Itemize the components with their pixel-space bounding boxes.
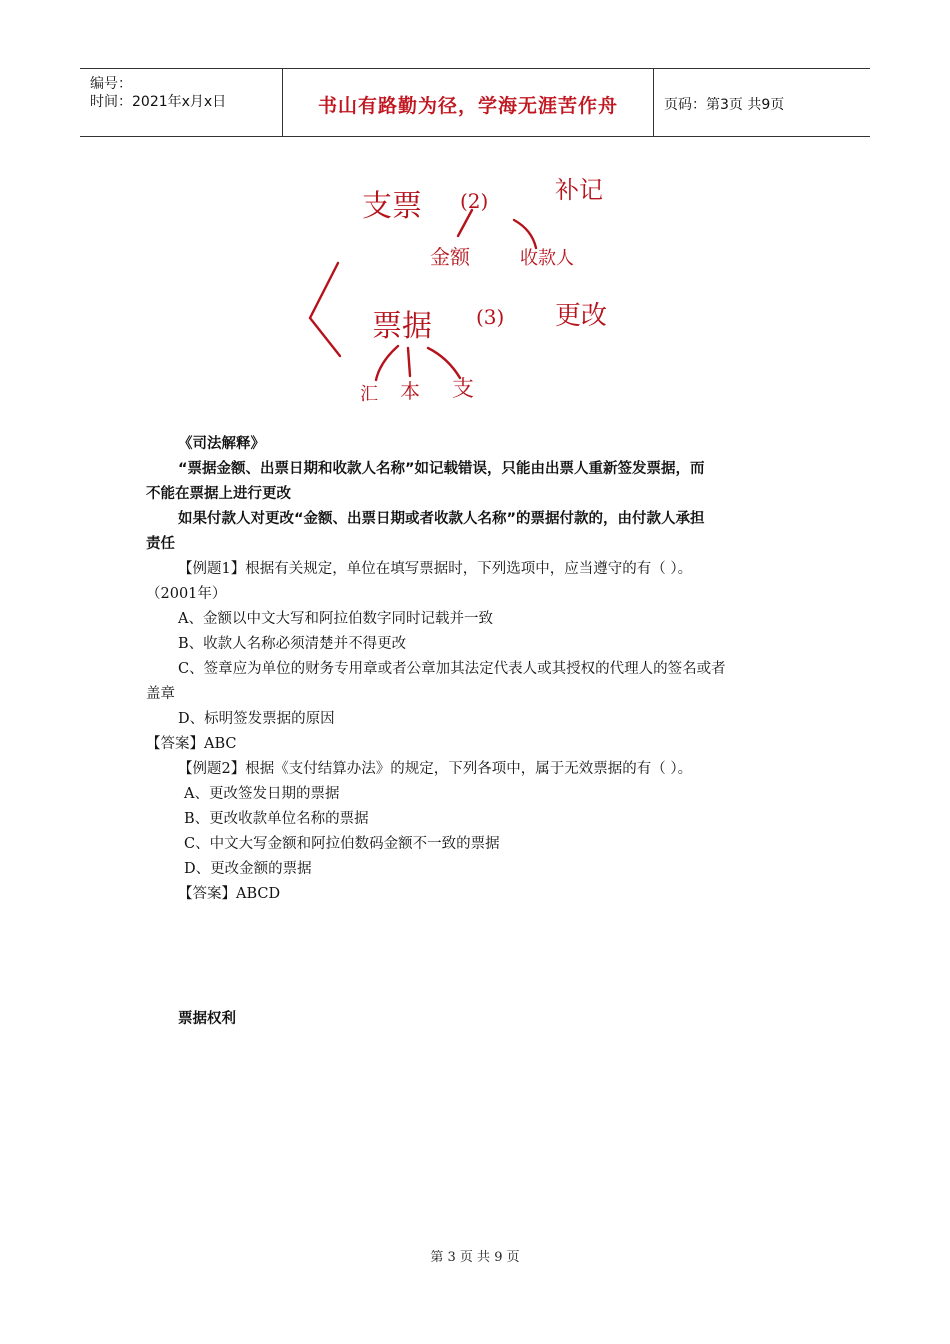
label-circle-3: (3) bbox=[476, 305, 505, 329]
rule1-line2: 不能在票据上进行更改 bbox=[146, 486, 291, 502]
blank-space bbox=[146, 907, 816, 1007]
leaf-line-mid bbox=[408, 348, 410, 376]
label-hui: 汇 bbox=[360, 384, 378, 405]
label-shoukuanren: 收款人 bbox=[520, 248, 574, 269]
example1-option-a: A、金额以中文大写和阿拉伯数字同时记载并一致 bbox=[178, 611, 493, 627]
time-label: 时间：2021年x月x日 bbox=[90, 94, 227, 110]
page-header bbox=[80, 68, 870, 137]
big-bracket-stroke bbox=[310, 263, 340, 356]
header-page-number: 页码：第3页 共9页 bbox=[664, 97, 785, 113]
serial-label: 编号： bbox=[90, 76, 132, 92]
label-ben: 本 bbox=[400, 379, 420, 403]
label-circle-2: (2) bbox=[460, 189, 489, 213]
label-jine: 金额 bbox=[430, 245, 470, 269]
example1-option-c-cont: 盖章 bbox=[146, 686, 175, 702]
label-zhipiao: 支票 bbox=[362, 189, 422, 224]
example2-option-d: D、更改金额的票据 bbox=[184, 861, 312, 877]
example1-answer: 【答案】ABC bbox=[146, 736, 237, 752]
handwritten-diagram bbox=[300, 168, 630, 408]
label-zhi: 支 bbox=[452, 377, 475, 402]
rule2-line1: 如果付款人对更改“金额、出票日期或者收款人名称”的票据付款的，由付款人承担 bbox=[178, 511, 705, 527]
rule1-line1: “票据金额、出票日期和收款人名称”如记载错误，只能由出票人重新签发票据，而 bbox=[178, 461, 705, 477]
example2-option-a: A、更改签发日期的票据 bbox=[184, 786, 340, 802]
label-piaoju: 票据 bbox=[372, 309, 432, 344]
label-genggai: 更改 bbox=[555, 301, 608, 331]
example2-question: 【例题2】根据《支付结算办法》的规定，下列各项中，属于无效票据的有（ ）。 bbox=[178, 761, 693, 777]
header-info-cell bbox=[80, 69, 283, 136]
branch-line-right bbox=[514, 220, 536, 248]
example2-option-b: B、更改收款单位名称的票据 bbox=[184, 811, 369, 827]
leaf-line-left bbox=[376, 346, 398, 380]
label-buji: 补记 bbox=[555, 176, 603, 204]
judicial-title: 《司法解释》 bbox=[178, 436, 265, 452]
example1-question: 【例题1】根据有关规定，单位在填写票据时，下列选项中，应当遵守的有（ ）。 bbox=[178, 561, 693, 577]
document-body bbox=[146, 432, 816, 1032]
leaf-line-right bbox=[428, 348, 460, 378]
branch-line-left bbox=[458, 210, 472, 236]
example1-option-d: D、标明签发票据的原因 bbox=[178, 711, 335, 727]
example2-answer: 【答案】ABCD bbox=[178, 886, 281, 902]
example2-option-c: C、中文大写金额和阿拉伯数码金额不一致的票据 bbox=[184, 836, 500, 852]
example1-option-c: C、签章应为单位的财务专用章或者公章加其法定代表人或其授权的代理人的签名或者 bbox=[178, 661, 726, 677]
rule2-line2: 责任 bbox=[146, 536, 175, 552]
motto: 书山有路勤为径，学海无涯苦作舟 bbox=[317, 95, 618, 117]
example1-year: （2001年） bbox=[146, 586, 227, 602]
header-pager-cell bbox=[654, 69, 870, 136]
page-footer: 第 3 页 共 9 页 bbox=[430, 1250, 520, 1265]
header-motto-cell bbox=[283, 69, 654, 136]
example1-option-b: B、收款人名称必须清楚并不得更改 bbox=[178, 636, 407, 652]
section-title: 票据权利 bbox=[178, 1011, 236, 1027]
